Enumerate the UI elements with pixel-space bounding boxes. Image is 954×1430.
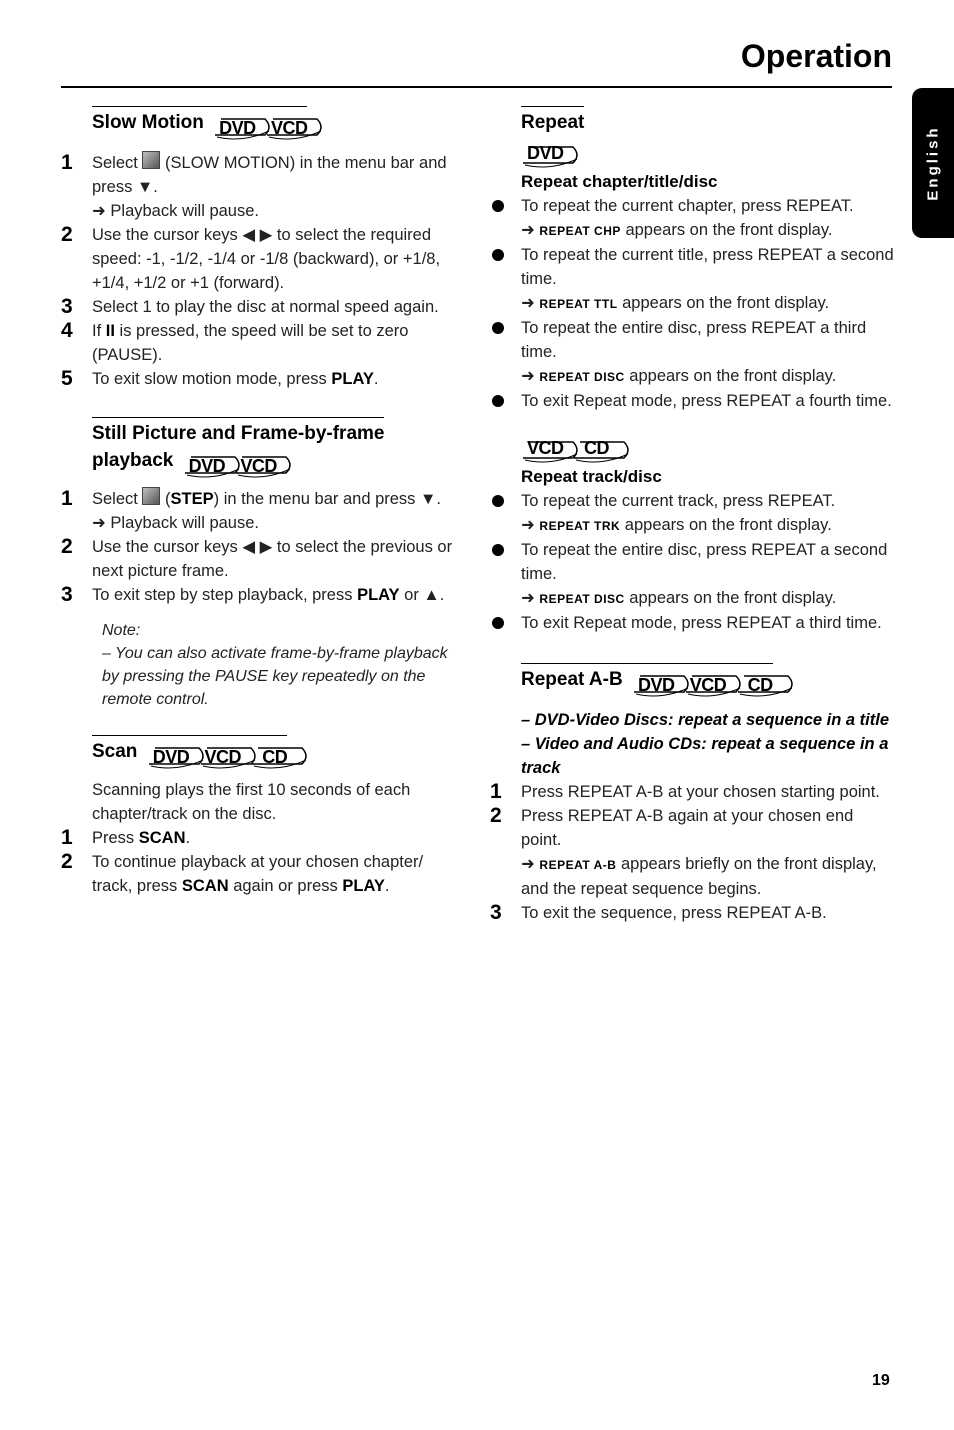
cd-logo-icon: CD xyxy=(572,438,609,464)
section-heading-slow-motion xyxy=(92,106,307,141)
section-heading-repeat: Repeat xyxy=(521,106,584,136)
display-text: REPEAT A-B xyxy=(539,858,617,872)
display-text: REPEAT TTL xyxy=(539,297,618,311)
list-item: To repeat the entire disc, press REPEAT a third time. ➜ REPEAT DISC appears on the front display. xyxy=(490,316,895,389)
repeat-dvd-subtitle: Repeat chapter/title/disc xyxy=(521,172,718,191)
vcd-logo-icon: VCD xyxy=(521,438,564,464)
step-3: 3 To exit step by step playback, press PLAY or ▲. xyxy=(61,583,445,606)
language-tab-label: English xyxy=(924,125,942,201)
display-text: REPEAT CHP xyxy=(539,224,621,238)
dvd-logo-icon: DVD xyxy=(521,143,564,169)
list-item: To repeat the entire disc, press REPEAT a second time. ➜ REPEAT DISC appears on the front display. xyxy=(490,538,895,611)
page-number: 19 xyxy=(872,1372,890,1389)
display-text: REPEAT TRK xyxy=(539,519,621,533)
slow-motion-title: Slow Motion xyxy=(92,112,204,133)
step-2: 2 Use the cursor keys ◀ ▶ to select the previous or next picture frame. xyxy=(61,535,453,580)
slow-motion-icon xyxy=(142,151,160,169)
step-5: 5 To exit slow motion mode, press PLAY. xyxy=(61,367,379,390)
step-2: 2 To continue playback at your chosen chapter/ track, press SCAN again or press PLAY. xyxy=(61,850,424,895)
cd-logo-icon: CD xyxy=(736,672,773,698)
right-column xyxy=(490,106,895,925)
step-4: 4 If II is pressed, the speed will be set to zero (PAUSE). xyxy=(61,319,409,364)
emphasis-item: – DVD-Video Discs: repeat a sequence in a title xyxy=(521,711,890,729)
emphasis-item: – Video and Audio CDs: repeat a sequence in a track xyxy=(521,735,889,777)
pause-symbol: II xyxy=(105,322,115,340)
vcd-logo-icon: VCD xyxy=(265,115,308,141)
scan-intro: Scanning plays the first 10 seconds of each chapter/track on the disc. xyxy=(92,781,411,823)
step-2: 2 Press REPEAT A-B again at your chosen end point. ➜ REPEAT A-B appears briefly on the front display, and the repeat sequence begins. xyxy=(490,804,877,898)
step-3: 3 Select 1 to play the disc at normal speed again. xyxy=(61,295,439,318)
step-1: 1 Select (SLOW MOTION) in the menu bar and press ▼. ➜ Playback will pause. xyxy=(61,151,447,220)
step-1: 1 Select (STEP) in the menu bar and press ▼. ➜ Playback will pause. xyxy=(61,487,441,532)
list-item: To exit Repeat mode, press REPEAT a third time. xyxy=(490,611,895,635)
section-heading-repeat-ab: Repeat A-B DVD VCD CD xyxy=(521,663,773,698)
step-2: 2 Use the cursor keys ◀ ▶ to select the required speed: -1, -1/2, -1/4 or -1/8 (backward), or +1/8, +1/4, +1/2 or +1 (forward). xyxy=(61,223,441,292)
step-1: 1 Press REPEAT A-B at your chosen starting point. xyxy=(490,780,880,803)
dvd-logo-icon: DVD xyxy=(213,115,256,141)
note-label: Note: xyxy=(102,622,141,639)
cd-logo-icon: CD xyxy=(250,744,287,770)
step-icon xyxy=(142,487,160,505)
vcd-logo-icon: VCD xyxy=(684,672,727,698)
dvd-logo-icon: DVD xyxy=(632,672,675,698)
vcd-logo-icon: VCD xyxy=(234,453,277,479)
repeat-vcd-subtitle: Repeat track/disc xyxy=(521,467,662,486)
page-title: Operation xyxy=(740,38,892,74)
dvd-logo-icon: DVD xyxy=(183,453,226,479)
left-column xyxy=(61,106,461,898)
display-text: REPEAT DISC xyxy=(539,592,625,606)
language-tab xyxy=(912,88,954,238)
step-3: 3 To exit the sequence, press REPEAT A-B. xyxy=(490,901,827,924)
section-heading-scan: Scan DVD VCD CD xyxy=(92,735,287,770)
list-item: To repeat the current title, press REPEAT a second time. ➜ REPEAT TTL appears on the front display. xyxy=(490,243,895,316)
list-item: To exit Repeat mode, press REPEAT a fourth time. xyxy=(490,389,895,413)
step-1: 1 Press SCAN. xyxy=(61,826,191,849)
header-rule xyxy=(61,86,892,88)
vcd-logo-icon: VCD xyxy=(199,744,242,770)
display-text: REPEAT DISC xyxy=(539,370,625,384)
list-item: To repeat the current track, press REPEAT. ➜ REPEAT TRK appears on the front display. xyxy=(490,489,895,538)
list-item: To repeat the current chapter, press REPEAT. ➜ REPEAT CHP appears on the front display. xyxy=(490,194,895,243)
note-text: – You can also activate frame-by-frame playback by pressing the PAUSE key repeatedly on the remote control. xyxy=(102,645,448,708)
dvd-logo-icon: DVD xyxy=(147,744,190,770)
section-heading-still-picture: Still Picture and Frame-by-frame playback DVD VCD xyxy=(92,417,384,479)
